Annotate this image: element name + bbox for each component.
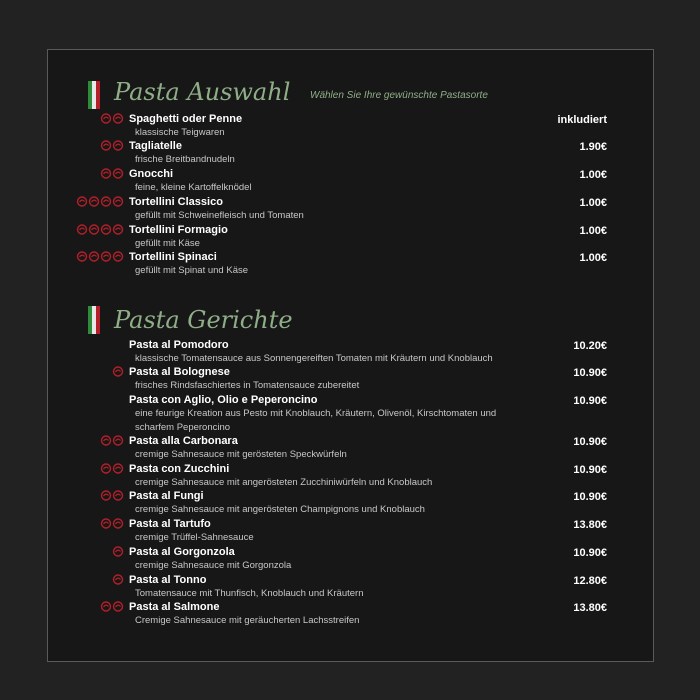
item-name: Gnocchi [129, 168, 174, 180]
item-price: 10.90€ [573, 464, 607, 476]
item-price: 10.90€ [573, 436, 607, 448]
item-description: klassische Teigwaren [135, 127, 225, 138]
chili-pepper-icon [100, 224, 112, 236]
chili-rating [112, 366, 124, 378]
chili-pepper-icon [112, 490, 124, 502]
item-price: 1.00€ [579, 252, 607, 264]
italian-flag-icon [88, 306, 100, 334]
item-name: Spaghetti oder Penne [129, 113, 243, 125]
item-price: 10.20€ [573, 340, 607, 352]
item-name: Tagliatelle [129, 140, 182, 152]
chili-rating [100, 435, 124, 447]
chili-pepper-icon [100, 490, 112, 502]
item-price: inkludiert [557, 114, 607, 126]
chili-pepper-icon [100, 463, 112, 475]
chili-pepper-icon [76, 196, 88, 208]
item-name: Pasta al Tonno [129, 574, 207, 586]
item-name: Pasta al Tartufo [129, 518, 211, 530]
item-name: Pasta alla Carbonara [129, 435, 238, 447]
chili-rating [76, 224, 124, 236]
menu-card [47, 49, 654, 662]
section-title-pasta-auswahl: Pasta Auswahl [114, 78, 291, 106]
chili-pepper-icon [100, 113, 112, 125]
section-title-pasta-gerichte: Pasta Gerichte [114, 306, 293, 334]
chili-pepper-icon [112, 518, 124, 530]
chili-pepper-icon [112, 251, 124, 263]
item-price: 10.90€ [573, 367, 607, 379]
item-description: Cremige Sahnesauce mit geräucherten Lachsstreifen [135, 615, 360, 626]
chili-pepper-icon [112, 463, 124, 475]
chili-rating [76, 251, 124, 263]
chili-pepper-icon [100, 251, 112, 263]
item-price: 10.90€ [573, 547, 607, 559]
item-description: gefüllt mit Käse [135, 238, 200, 249]
item-price: 1.00€ [579, 197, 607, 209]
item-description: cremige Sahnesauce mit gerösteten Speckwürfeln [135, 449, 347, 460]
chili-rating [100, 168, 124, 180]
chili-pepper-icon [112, 140, 124, 152]
item-description: gefüllt mit Spinat und Käse [135, 265, 249, 276]
chili-pepper-icon [112, 224, 124, 236]
chili-pepper-icon [112, 168, 124, 180]
item-price: 13.80€ [573, 519, 607, 531]
item-description: cremige Sahnesauce mit Gorgonzola [135, 560, 292, 571]
chili-pepper-icon [100, 435, 112, 447]
item-name: Pasta al Salmone [129, 601, 220, 613]
chili-pepper-icon [76, 224, 88, 236]
chili-pepper-icon [100, 196, 112, 208]
section-subtitle: Wählen Sie Ihre gewünschte Pastasorte [310, 90, 488, 101]
item-price: 1.90€ [579, 141, 607, 153]
item-description: Tomatensauce mit Thunfisch, Knoblauch und Kräutern [135, 588, 364, 599]
item-description: gefüllt mit Schweinefleisch und Tomaten [135, 210, 304, 221]
chili-pepper-icon [112, 113, 124, 125]
item-description: cremige Sahnesauce mit angerösteten Zucchiniwürfeln und Knoblauch [135, 477, 433, 488]
item-price: 1.00€ [579, 225, 607, 237]
item-name: Pasta con Zucchini [129, 463, 230, 475]
chili-pepper-icon [76, 251, 88, 263]
item-price: 12.80€ [573, 575, 607, 587]
chili-rating [100, 601, 124, 613]
item-name: Tortellini Formagio [129, 224, 228, 236]
item-price: 13.80€ [573, 602, 607, 614]
item-description: feine, kleine Kartoffelknödel [135, 182, 252, 193]
item-price: 10.90€ [573, 491, 607, 503]
chili-rating [100, 490, 124, 502]
item-name: Pasta al Gorgonzola [129, 546, 235, 558]
chili-pepper-icon [112, 601, 124, 613]
item-name: Pasta al Fungi [129, 490, 204, 502]
item-price: 1.00€ [579, 169, 607, 181]
item-name: Pasta al Pomodoro [129, 339, 229, 351]
item-description: cremige Sahnesauce mit angerösteten Champignons und Knoblauch [135, 504, 425, 515]
item-description: frische Breitbandnudeln [135, 154, 235, 165]
italian-flag-icon [88, 81, 100, 109]
chili-rating [100, 140, 124, 152]
chili-pepper-icon [112, 366, 124, 378]
chili-rating [112, 574, 124, 586]
item-name: Pasta al Bolognese [129, 366, 230, 378]
chili-rating [112, 546, 124, 558]
chili-rating [100, 463, 124, 475]
chili-pepper-icon [112, 435, 124, 447]
chili-pepper-icon [112, 574, 124, 586]
chili-pepper-icon [100, 518, 112, 530]
chili-pepper-icon [100, 601, 112, 613]
item-price: 10.90€ [573, 395, 607, 407]
chili-pepper-icon [88, 196, 100, 208]
chili-pepper-icon [112, 196, 124, 208]
item-name: Tortellini Classico [129, 196, 223, 208]
item-description: eine feurige Kreation aus Pesto mit Knoblauch, Kräutern, Olivenöl, Kirschtomaten und scharfem Peperoncino [135, 408, 497, 433]
chili-pepper-icon [88, 251, 100, 263]
item-description: frisches Rindsfaschiertes in Tomatensauce zubereitet [135, 380, 360, 391]
chili-pepper-icon [100, 168, 112, 180]
chili-rating [76, 196, 124, 208]
chili-pepper-icon [100, 140, 112, 152]
chili-rating [100, 518, 124, 530]
item-name: Pasta con Aglio, Olio e Peperoncino [129, 394, 318, 406]
chili-pepper-icon [112, 546, 124, 558]
chili-pepper-icon [88, 224, 100, 236]
item-description: klassische Tomatensauce aus Sonnengereiften Tomaten mit Kräutern und Knoblauch [135, 353, 493, 364]
item-name: Tortellini Spinaci [129, 251, 217, 263]
chili-rating [100, 113, 124, 125]
item-description: cremige Trüffel-Sahnesauce [135, 532, 254, 543]
